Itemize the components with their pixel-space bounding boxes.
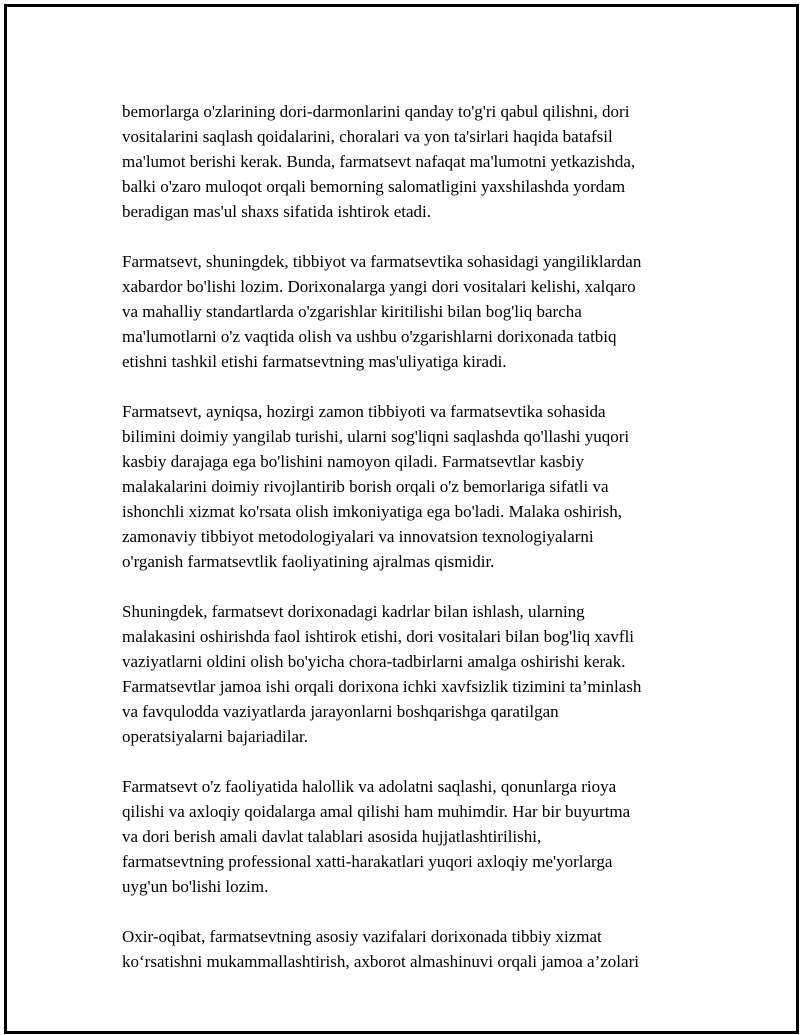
text-line: qilishi va axloqiy qoidalarga amal qilishi ham muhimdir. Har bir buyurtma	[122, 802, 631, 821]
text-line: uyg'un bo'lishi lozim.	[122, 877, 269, 896]
text-line: beradigan mas'ul shaxs sifatida ishtirok etadi.	[122, 202, 431, 221]
text-line: kasbiy darajaga ega bo'lishini namoyon qiladi. Farmatsevtlar kasbiy	[122, 452, 584, 471]
text-line: etishni tashkil etishi farmatsevtning mas'uliyatiga kiradi.	[122, 352, 507, 371]
text-line: Farmatsevt, shuningdek, tibbiyot va farmatsevtika sohasidagi yangiliklardan	[122, 252, 642, 271]
text-line: va mahalliy standartlarda o'zgarishlar kiritilishi bilan bog'liq barcha	[122, 302, 582, 321]
text-line: vositalarini saqlash qoidalarini, choralari va yon ta'sirlari haqida batafsil	[122, 127, 613, 146]
paragraph-4	[122, 599, 692, 749]
text-line: zamonaviy tibbiyot metodologiyalari va innovatsion texnologiyalarni	[122, 527, 594, 546]
text-line: operatsiyalarni bajariadilar.	[122, 727, 308, 746]
paragraph-6	[122, 924, 692, 974]
paragraph-1	[122, 99, 692, 224]
text-line: balki o'zaro muloqot orqali bemorning salomatligini yaxshilashda yordam	[122, 177, 626, 196]
text-line: ko‘rsatishni mukammallashtirish, axborot almashinuvi orqali jamoa a’zolari	[122, 952, 639, 971]
text-line: ma'lumot berishi kerak. Bunda, farmatsevt nafaqat ma'lumotni yetkazishda,	[122, 152, 636, 171]
text-line: Shuningdek, farmatsevt dorixonadagi kadrlar bilan ishlash, ularning	[122, 602, 585, 621]
text-line: Farmatsevt o'z faoliyatida halollik va adolatni saqlashi, qonunlarga rioya	[122, 777, 617, 796]
text-line: farmatsevtning professional xatti-harakatlari yuqori axloqiy me'yorlarga	[122, 852, 613, 871]
text-line: va dori berish amali davlat talablari asosida hujjatlashtirilishi,	[122, 827, 542, 846]
text-line: Oxir-oqibat, farmatsevtning asosiy vazifalari dorixonada tibbiy xizmat	[122, 927, 602, 946]
paragraph-2	[122, 249, 692, 374]
text-line: bemorlarga o'zlarining dori-darmonlarini qanday to'g'ri qabul qilishni, dori	[122, 102, 630, 121]
paragraph-3	[122, 399, 692, 574]
text-line: bilimini doimiy yangilab turishi, ularni sog'liqni saqlashda qo'llashi yuqori	[122, 427, 630, 446]
document-body	[122, 99, 692, 999]
text-line: ishonchli xizmat ko'rsata olish imkoniyatiga ega bo'ladi. Malaka oshirish,	[122, 502, 622, 521]
paragraph-5	[122, 774, 692, 899]
text-line: Farmatsevt, ayniqsa, hozirgi zamon tibbiyoti va farmatsevtika sohasida	[122, 402, 606, 421]
text-line: Farmatsevtlar jamoa ishi orqali dorixona ichki xavfsizlik tizimini ta’minlash	[122, 677, 642, 696]
text-line: va favqulodda vaziyatlarda jarayonlarni boshqarishga qaratilgan	[122, 702, 559, 721]
text-line: malakalarini doimiy rivojlantirib borish orqali o'z bemorlariga sifatli va	[122, 477, 609, 496]
text-line: xabardor bo'lishi lozim. Dorixonalarga yangi dori vositalari kelishi, xalqaro	[122, 277, 636, 296]
text-line: malakasini oshirishda faol ishtirok etishi, dori vositalari bilan bog'liq xavfli	[122, 627, 635, 646]
page-frame	[4, 4, 799, 1034]
text-line: o'rganish farmatsevtlik faoliyatining ajralmas qismidir.	[122, 552, 495, 571]
text-line: vaziyatlarni oldini olish bo'yicha chora-tadbirlarni amalga oshirishi kerak.	[122, 652, 626, 671]
text-line: ma'lumotlarni o'z vaqtida olish va ushbu o'zgarishlarni dorixonada tatbiq	[122, 327, 617, 346]
